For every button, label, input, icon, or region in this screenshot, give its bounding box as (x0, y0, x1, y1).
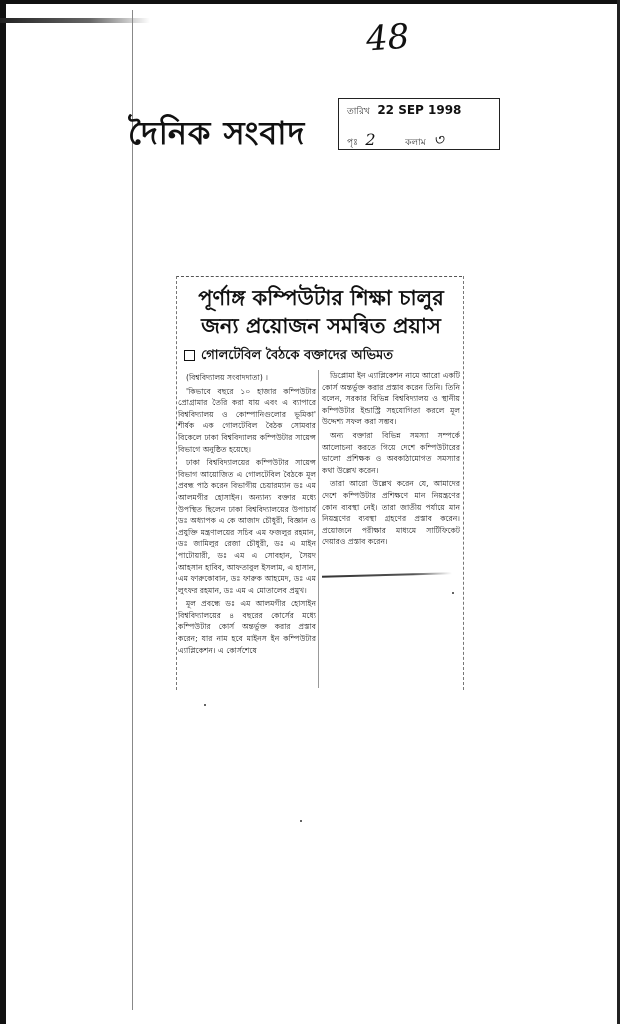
article-headline (182, 284, 460, 340)
newspaper-masthead: দৈনিক সংবাদ (128, 114, 306, 152)
article-subheadline (184, 346, 460, 367)
right-paragraph: তারা আরো উল্লেখ করেন যে, আমাদের দেশে কম্পিউটার প্রশিক্ষণে মান নিয়ন্ত্রণের কোন ব্যবস্থা নেই। তারা জাতীয় পর্যায়ে মান নিয়ন্ত্রণের ব্যবস্থা গ্রহণের প্রস্তাব করেন। প্রয়োজনে পরীক্ষার মাধ্যমে সার্টিফিকেট দেয়ারও প্রস্তাব করেন। (322, 479, 460, 547)
column-divider (318, 370, 319, 688)
sheet-left-edge (0, 0, 6, 1024)
subheadline-text: গোলটেবিল বৈঠকে বক্তাদের অভিমত (201, 348, 394, 363)
stamp-page-row (347, 127, 444, 154)
article-left-column (178, 372, 316, 658)
stamp-page-value: 2 (365, 130, 376, 149)
right-paragraph: অন্য বক্তারা বিভিন্ন সমস্যা সম্পর্কে আলোচনা করতে গিয়ে দেশে কম্পিউটারের ভালো প্রশিক্ষক ও অবকাঠামোগত সমস্যার কথা উল্লেখ করেন। (322, 430, 460, 475)
scan-speck (204, 704, 206, 706)
stamp-date-value: 22 SEP 1998 (377, 103, 462, 117)
stamp-date-label: তারিখ (347, 107, 370, 117)
scan-speck (300, 820, 302, 822)
sheet-top-edge (0, 0, 620, 4)
square-bullet-icon (184, 350, 195, 361)
handwritten-file-number: 48 (364, 16, 411, 60)
article-right-column (322, 370, 460, 550)
left-paragraph: 'কিভাবে বছরে ১০ হাজার কম্পিউটার প্রোগ্রামার তৈরি করা যায় এবং এ ব্যাপারে বিশ্ববিদ্যালয় ও কোম্পানিগুলোর ভূমিকা' শীর্ষক এক গোলটেবিল বৈঠক সোমবার বিকেলে ঢাকা বিশ্ববিদ্যালয় কম্পিউটার সায়েন্স বিভাগে অনুষ্ঠিত হয়েছে। (178, 386, 316, 454)
headline-line-1: পূর্ণাঙ্গ কম্পিউটার শিক্ষা চালুর (198, 285, 444, 310)
right-paragraph: ডিপ্লোমা ইন এ্যাপ্লিকেশন নামে আরো একটি কোর্স অন্তর্ভুক্ত করার প্রস্তাব করেন তিনি। তিনি বলেন, সরকার বিভিন্ন বিশ্ববিদ্যালয় ও স্থানীয় কম্পিউটার ইন্ডাস্ট্রি সহযোগিতা করলে মূল উদ্দেশ্য সফল করা সম্ভব। (322, 371, 460, 427)
date-stamp (338, 98, 500, 150)
stamp-column-label: কলাম (405, 138, 426, 148)
scan-smudge (0, 18, 150, 23)
stamp-date-row (347, 103, 461, 119)
left-paragraph: মূল প্রবন্ধে ডঃ এম আলমগীর হোসাইন বিশ্ববিদ্যালয়ের ৪ বছরের কোর্সের মধ্যে কম্পিউটার কোর্স অন্তর্ভুক্ত করার প্রস্তাব করেন; যার নাম হবে মাইনস ইন কম্পিউটার এ্যাপ্লিকেশন। এ কোর্সশেষে (178, 599, 316, 655)
stamp-page-label: পৃঃ (347, 138, 358, 148)
left-paragraph: ঢাকা বিশ্ববিদ্যালয়ের কম্পিউটার সায়েন্স বিভাগ আয়োজিত এ গোলটেবিল বৈঠকে মূল প্রবন্ধ পাঠ করেন বিভাগীয় চেয়ারম্যান ডঃ এম আলমগীর হোসাইন। অন্যান্য বক্তার মধ্যে উপস্থিত ছিলেন ঢাকা বিশ্ববিদ্যালয়ের উপাচার্য ডঃ অধ্যাপক এ কে আজাদ চৌধুরী, বিজ্ঞান ও প্রযুক্তি মন্ত্রণালয়ের সচিব এম ফজলুর রহমান, ডঃ জামিলুর রেজা চৌধুরী, ডঃ এ মাইন পাটোয়ারী, ডঃ এম এ সোবহান, সৈয়দ আহসান হাবিব, আফতাবুল ইসলাম, এ হাসান, এম ফারুকোবান, ডঃ ফারুক আহমেদ, ডঃ এম লুৎফর রহমান, ডঃ এম এ মোতালেব প্রমুখ। (178, 458, 316, 595)
headline-line-2: জন্য প্রয়োজন সমন্বিত প্রয়াস (201, 313, 441, 338)
stamp-column-value: ৩ (433, 130, 444, 149)
left-paragraph: (বিশ্ববিদ্যালয় সংবাদদাতা) । (186, 373, 268, 382)
scan-speck (452, 592, 454, 594)
